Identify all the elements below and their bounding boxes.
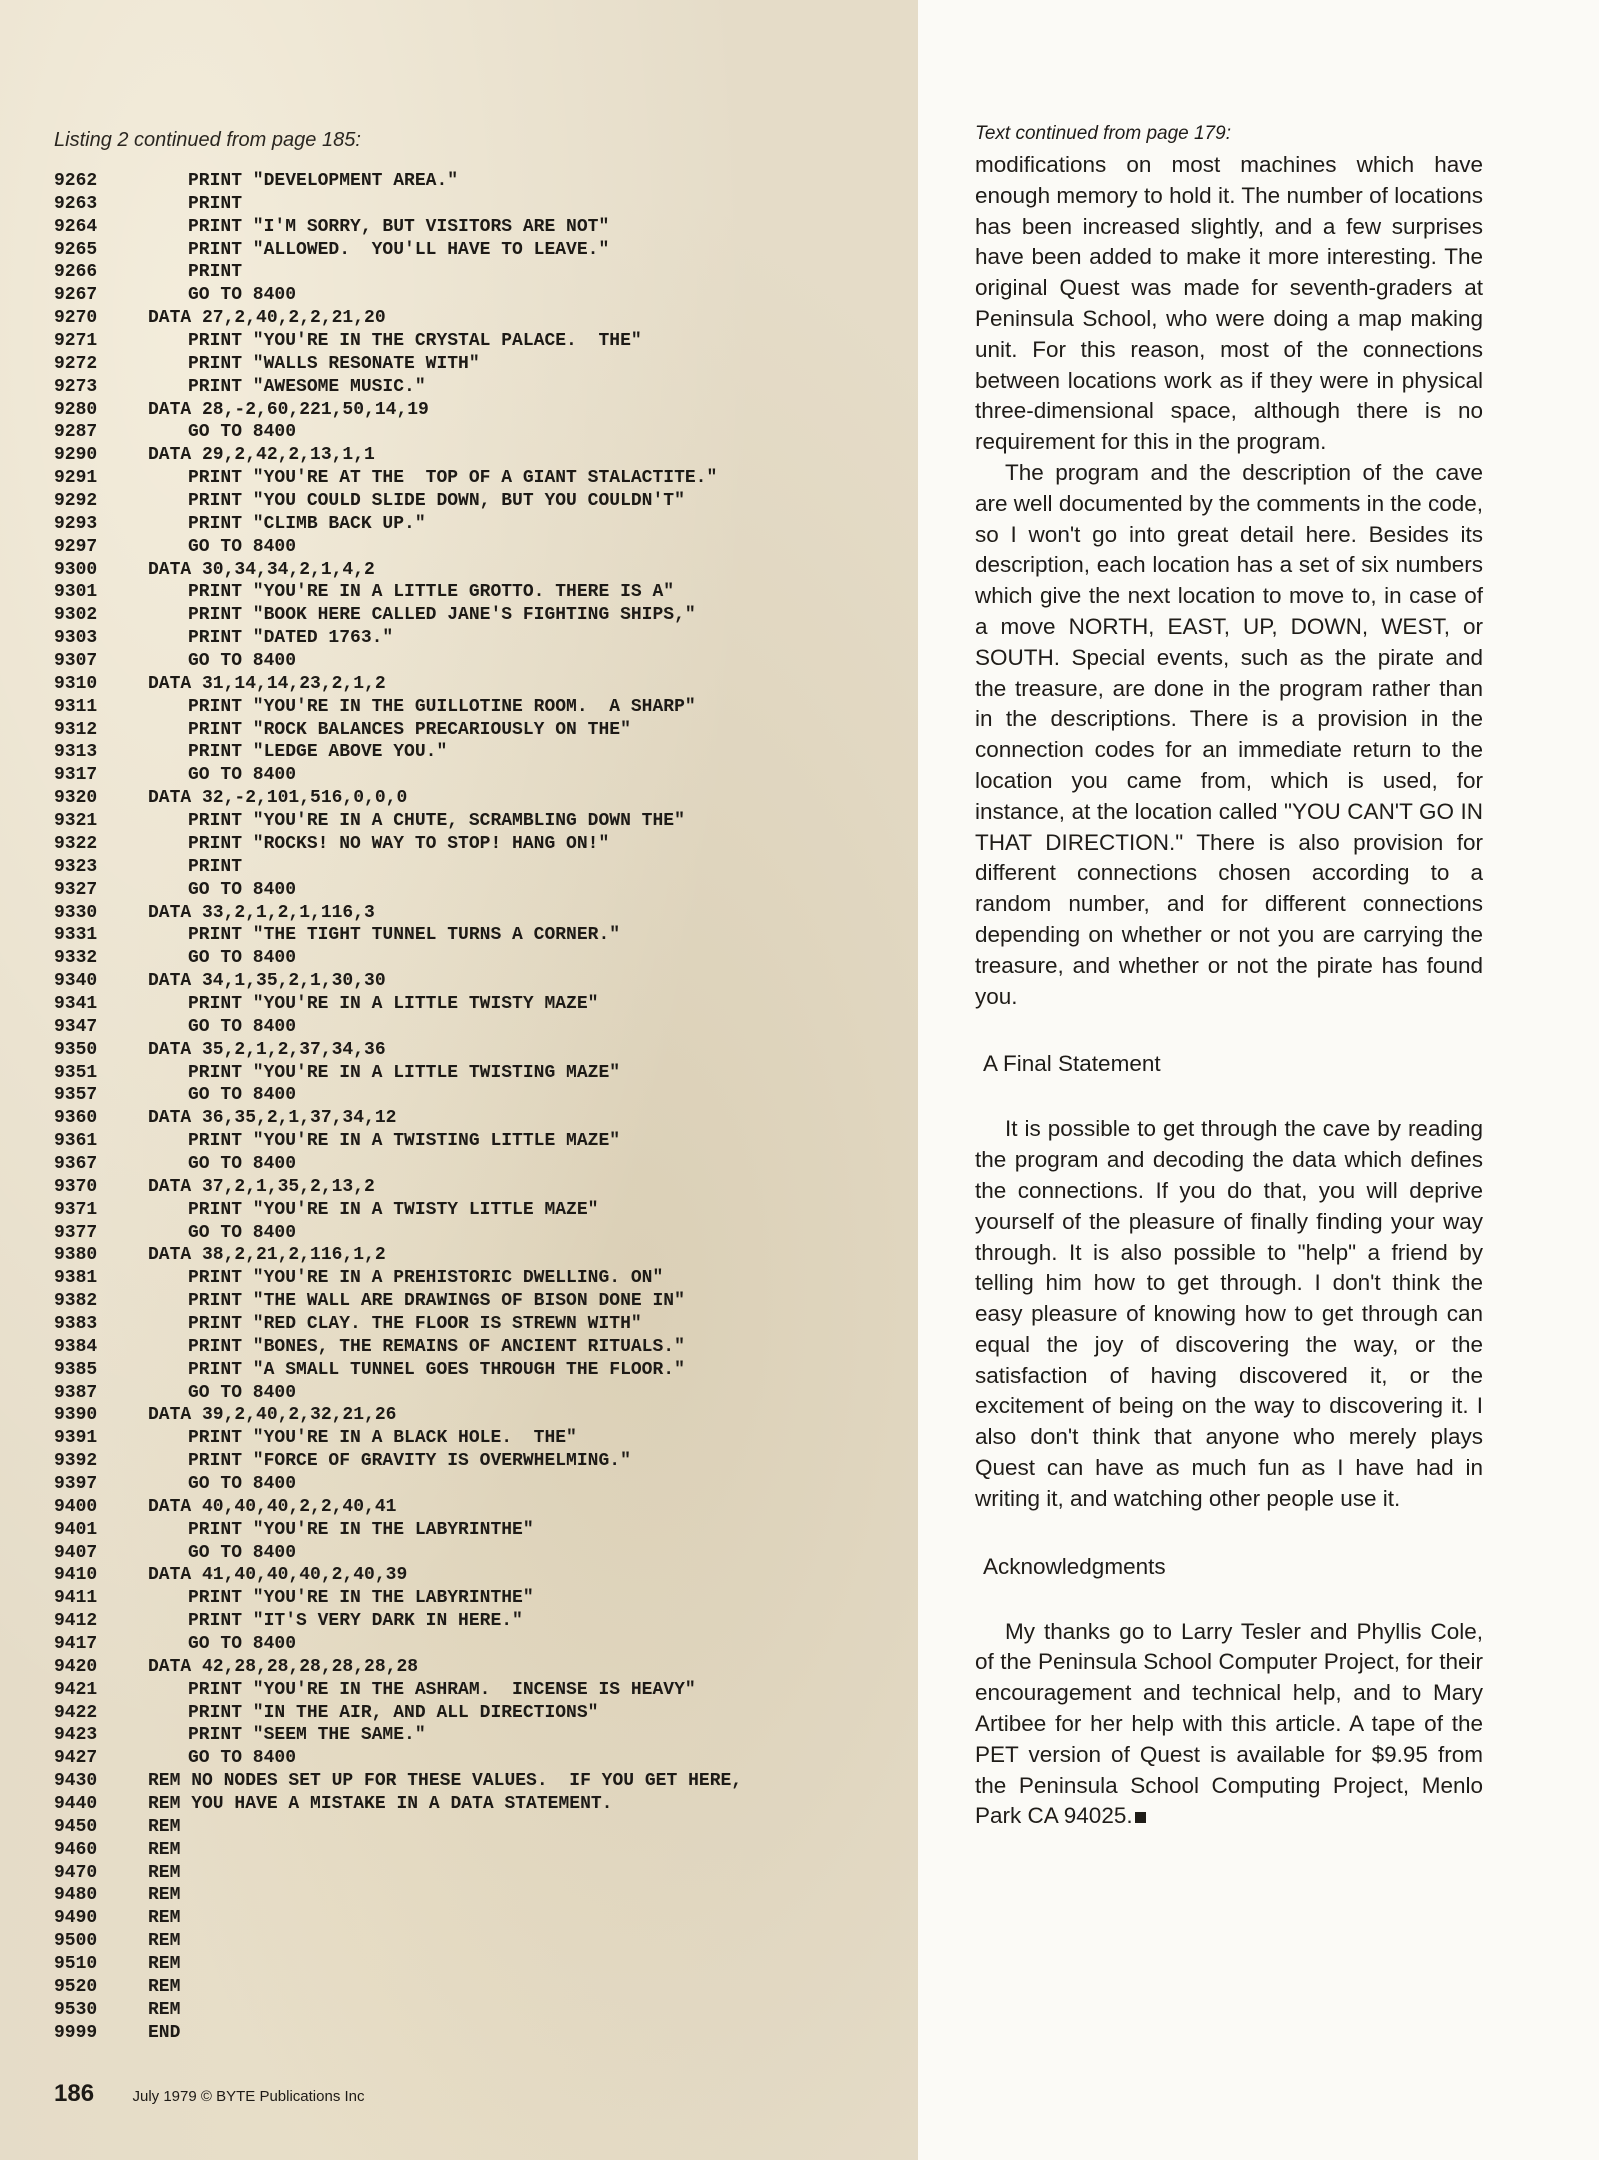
line-number: 9400: [54, 1496, 98, 1517]
code-statement: DATA 38,2,21,2,116,1,2: [148, 1245, 386, 1266]
code-statement: PRINT "ALLOWED. YOU'LL HAVE TO LEAVE.": [188, 239, 610, 260]
line-number: 9384: [54, 1336, 98, 1357]
continued-caption: Text continued from page 179:: [975, 123, 1231, 144]
code-line: [54, 1039, 742, 1062]
code-line: [54, 490, 742, 513]
code-line: [54, 1084, 742, 1107]
line-number: 9317: [54, 765, 98, 786]
code-line: [54, 307, 742, 330]
code-statement: END: [148, 2022, 181, 2043]
code-statement: REM NO NODES SET UP FOR THESE VALUES. IF YOU GET HERE,: [148, 1771, 743, 1792]
code-line: [54, 1130, 742, 1153]
code-statement: PRINT "BOOK HERE CALLED JANE'S FIGHTING SHIPS,": [188, 605, 696, 626]
line-number: 9320: [54, 788, 98, 809]
code-line: [54, 1473, 742, 1496]
code-line: [54, 1359, 742, 1382]
code-line: [54, 810, 742, 833]
code-line: [54, 1244, 742, 1267]
code-line: [54, 513, 742, 536]
code-line: [54, 833, 742, 856]
code-statement: PRINT "IN THE AIR, AND ALL DIRECTIONS": [188, 1702, 599, 1723]
code-line: [54, 1382, 742, 1405]
code-statement: GO TO 8400: [188, 651, 297, 672]
code-statement: DATA 39,2,40,2,32,21,26: [148, 1405, 397, 1426]
line-number: 9300: [54, 559, 98, 580]
code-statement: PRINT "BONES, THE REMAINS OF ANCIENT RITUALS.": [188, 1336, 685, 1357]
code-statement: REM: [148, 1839, 181, 1860]
code-statement: PRINT "FORCE OF GRAVITY IS OVERWHELMING.": [188, 1451, 631, 1472]
line-number: 9291: [54, 468, 98, 489]
code-line: [54, 924, 742, 947]
code-line: [54, 947, 742, 970]
code-statement: PRINT "LEDGE ABOVE YOU.": [188, 742, 448, 763]
line-number: 9332: [54, 948, 98, 969]
code-line: [54, 261, 742, 284]
code-statement: PRINT "YOU'RE AT THE TOP OF A GIANT STALACTITE.": [188, 468, 718, 489]
acknowledgment-text: My thanks go to Larry Tesler and Phyllis Cole, of the Peninsula School Computer Project, for their encouragement and technical help, and to Mary Artibee for her help with this article. A tape of the PET version of Quest is available for $9.95 from the Peninsula School Computing Project, Menlo Park CA 94025.: [975, 1618, 1483, 1829]
code-statement: PRINT "ROCKS! NO WAY TO STOP! HANG ON!": [188, 833, 610, 854]
line-number: 9490: [54, 1908, 98, 1929]
code-line: [54, 1496, 742, 1519]
code-line: [54, 1062, 742, 1085]
code-statement: PRINT "AWESOME MUSIC.": [188, 376, 426, 397]
code-line: [54, 193, 742, 216]
code-statement: PRINT "WALLS RESONATE WITH": [188, 353, 480, 374]
line-number: 9420: [54, 1656, 98, 1677]
article-paragraph: It is possible to get through the cave by reading the program and decoding the data which defines the connections. If you do that, you will deprive yourself of the pleasure of finally finding your way through. It is also possible to "help" a friend by telling him how to get through. I don't think the easy pleasure of knowing how to get through can equal the joy of discovering the way, or the satisfaction of having discovered it, or the excitement of being on the way to discovering it. I also don't think that anyone who merely plays Quest can have as much fun as I have had in writing it, and watching other people use it.: [975, 1116, 1483, 1511]
code-line: [54, 1702, 742, 1725]
code-line: [54, 764, 742, 787]
line-number: 9302: [54, 605, 98, 626]
line-number: 9262: [54, 171, 98, 191]
line-number: 9361: [54, 1131, 98, 1152]
line-number: 9303: [54, 628, 98, 649]
article-paragraph: [975, 1617, 1483, 1833]
line-number: 9347: [54, 1016, 98, 1037]
article-paragraph: modifications on most machines which have enough memory to hold it. The number of locations has been increased slightly, and a few surprises have been added to make it more interesting. The original Quest was made for seventh-graders at Peninsula School, who were doing a map making unit. For this reason, most of the connections between locations work as if they were in physical three-dimensional space, although there is no requirement for this in the program.: [975, 152, 1483, 455]
line-number: 9287: [54, 422, 98, 443]
code-line: [54, 1564, 742, 1587]
code-line: [54, 1587, 742, 1610]
code-line: [54, 421, 742, 444]
code-statement: GO TO 8400: [188, 1016, 297, 1037]
footer-credit: July 1979 © BYTE Publications Inc: [132, 2088, 365, 2105]
code-line: [54, 284, 742, 307]
line-number: 9280: [54, 399, 98, 420]
code-line: [54, 1313, 742, 1336]
code-statement: PRINT "IT'S VERY DARK IN HERE.": [188, 1611, 523, 1632]
code-line: [54, 1404, 742, 1427]
code-statement: GO TO 8400: [188, 1634, 297, 1654]
line-number: 9322: [54, 833, 98, 854]
code-line: [54, 1107, 742, 1130]
line-number: 9411: [54, 1588, 98, 1609]
code-statement: PRINT "YOU'RE IN THE GUILLOTINE ROOM. A SHARP": [188, 696, 696, 717]
code-statement: GO TO 8400: [188, 765, 297, 786]
code-line: [54, 330, 742, 353]
code-line: [54, 1816, 742, 1839]
code-line: [54, 604, 742, 627]
line-number: 9460: [54, 1839, 98, 1860]
line-number: 9292: [54, 491, 98, 512]
code-line: [54, 1199, 742, 1222]
code-line: [54, 1290, 742, 1313]
code-statement: REM: [148, 1862, 181, 1883]
line-number: 9265: [54, 239, 98, 260]
code-statement: PRINT "YOU'RE IN A LITTLE GROTTO. THERE IS A": [188, 582, 675, 603]
code-statement: PRINT "YOU'RE IN A TWISTY LITTLE MAZE": [188, 1199, 599, 1220]
line-number: 9301: [54, 582, 98, 603]
code-line: [54, 970, 742, 993]
line-number: 9330: [54, 902, 98, 923]
code-line: [54, 1267, 742, 1290]
code-statement: PRINT "YOU'RE IN A TWISTING LITTLE MAZE": [188, 1131, 621, 1152]
code-statement: PRINT "SEEM THE SAME.": [188, 1725, 426, 1746]
code-statement: DATA 31,14,14,23,2,1,2: [148, 673, 386, 694]
code-statement: GO TO 8400: [188, 1222, 297, 1243]
line-number: 9357: [54, 1085, 98, 1106]
line-number: 9293: [54, 513, 98, 534]
line-number: 9321: [54, 811, 98, 832]
page-number: 186: [54, 2080, 95, 2107]
code-statement: GO TO 8400: [188, 948, 297, 969]
code-statement: REM: [148, 1931, 181, 1952]
code-statement: DATA 29,2,42,2,13,1,1: [148, 445, 375, 466]
code-statement: DATA 34,1,35,2,1,30,30: [148, 971, 386, 992]
line-number: 9423: [54, 1725, 98, 1746]
code-statement: DATA 42,28,28,28,28,28,28: [148, 1656, 419, 1677]
line-number: 9412: [54, 1611, 98, 1632]
code-statement: GO TO 8400: [188, 1473, 297, 1494]
section-heading-final-statement: A Final Statement: [983, 1051, 1161, 1077]
code-line: [54, 719, 742, 742]
line-number: 9271: [54, 331, 98, 352]
line-number: 9380: [54, 1245, 98, 1266]
code-statement: DATA 30,34,34,2,1,4,2: [148, 559, 375, 580]
line-number: 9390: [54, 1405, 98, 1426]
article-column: [975, 122, 1483, 1832]
code-line: [54, 1542, 742, 1565]
code-line: [54, 376, 742, 399]
line-number: 9520: [54, 1976, 98, 1997]
code-statement: REM: [148, 1954, 181, 1975]
code-statement: DATA 40,40,40,2,2,40,41: [148, 1496, 397, 1517]
code-line: [54, 1930, 742, 1953]
code-line: [54, 559, 742, 582]
code-line: [54, 1176, 742, 1199]
line-number: 9407: [54, 1542, 98, 1563]
code-line: [54, 1336, 742, 1359]
code-line: [54, 1222, 742, 1245]
code-line: [54, 1793, 742, 1816]
code-line: [54, 1862, 742, 1885]
code-line: [54, 536, 742, 559]
line-number: 9421: [54, 1679, 98, 1700]
line-number: 9382: [54, 1291, 98, 1312]
code-statement: PRINT "YOU'RE IN A CHUTE, SCRAMBLING DOWN THE": [188, 811, 685, 832]
line-number: 9331: [54, 925, 98, 946]
code-statement: DATA 36,35,2,1,37,34,12: [148, 1108, 397, 1129]
code-statement: PRINT "DEVELOPMENT AREA.": [188, 171, 459, 191]
code-statement: DATA 35,2,1,2,37,34,36: [148, 1039, 386, 1060]
code-line: [54, 170, 742, 193]
code-statement: DATA 27,2,40,2,2,21,20: [148, 308, 386, 329]
line-number: 9401: [54, 1519, 98, 1540]
code-line: [54, 353, 742, 376]
code-statement: PRINT "YOU'RE IN THE CRYSTAL PALACE. THE": [188, 331, 642, 352]
line-number: 9377: [54, 1222, 98, 1243]
code-statement: PRINT "THE TIGHT TUNNEL TURNS A CORNER.": [188, 925, 621, 946]
line-number: 9313: [54, 742, 98, 763]
code-statement: PRINT "YOU'RE IN A PREHISTORIC DWELLING. ON": [188, 1268, 664, 1289]
line-number: 9341: [54, 993, 98, 1014]
code-statement: GO TO 8400: [188, 879, 297, 900]
code-line: [54, 1153, 742, 1176]
line-number: 9270: [54, 308, 98, 329]
code-statement: REM: [148, 1908, 181, 1929]
code-line: [54, 902, 742, 925]
line-number: 9530: [54, 1999, 98, 2020]
line-number: 9310: [54, 673, 98, 694]
line-number: 9263: [54, 193, 98, 214]
code-statement: DATA 28,-2,60,221,50,14,19: [148, 399, 429, 420]
code-statement: REM: [148, 1816, 181, 1837]
code-line: [54, 1724, 742, 1747]
line-number: 9327: [54, 879, 98, 900]
code-line: [54, 239, 742, 262]
code-statement: DATA 33,2,1,2,1,116,3: [148, 902, 375, 923]
code-line: [54, 1610, 742, 1633]
code-statement: PRINT: [188, 262, 243, 283]
line-number: 9500: [54, 1931, 98, 1952]
code-statement: PRINT "YOU'RE IN THE ASHRAM. INCENSE IS HEAVY": [188, 1679, 696, 1700]
code-line: [54, 741, 742, 764]
article-paragraph: The program and the description of the cave are well documented by the comments in the code, so I won't go into great detail here. Besides its description, each location has a set of six numbers which give the next location to move to, in case of a move NORTH, EAST, UP, DOWN, WEST, or SOUTH. Special events, such as the pirate and the treasure, are done in the program rather than in the descriptions. There is a provision in the connection codes for an immediate return to the location you came from, which is used, for instance, at the location called "YOU CAN'T GO IN THAT DIRECTION." There is also provision for different connections chosen according to a random number, and for different connections depending on whether or not you are carrying the treasure, and whether or not the pirate has found you.: [975, 459, 1483, 1009]
line-number: 9311: [54, 696, 98, 717]
code-statement: PRINT "DATED 1763.": [188, 628, 394, 649]
line-number: 9323: [54, 856, 98, 877]
line-number: 9430: [54, 1771, 98, 1792]
code-line: [54, 627, 742, 650]
end-of-article-mark: [1135, 1812, 1146, 1823]
code-line: [54, 673, 742, 696]
code-statement: GO TO 8400: [188, 422, 297, 443]
code-line: [54, 1884, 742, 1907]
code-line: [54, 1450, 742, 1473]
line-number: 9440: [54, 1794, 98, 1815]
line-number: 9266: [54, 262, 98, 283]
code-statement: PRINT: [188, 193, 243, 214]
code-statement: PRINT "YOU'RE IN A BLACK HOLE. THE": [188, 1428, 577, 1449]
code-line: [54, 216, 742, 239]
line-number: 9383: [54, 1313, 98, 1334]
line-number: 9381: [54, 1268, 98, 1289]
line-number: 9387: [54, 1382, 98, 1403]
code-statement: GO TO 8400: [188, 536, 297, 557]
code-statement: PRINT "YOU'RE IN A LITTLE TWISTING MAZE": [188, 1062, 621, 1083]
line-number: 9340: [54, 971, 98, 992]
code-line: [54, 993, 742, 1016]
line-number: 9297: [54, 536, 98, 557]
line-number: 9290: [54, 445, 98, 466]
code-line: [54, 1679, 742, 1702]
line-number: 9370: [54, 1176, 98, 1197]
line-number: 9397: [54, 1473, 98, 1494]
line-number: 9450: [54, 1816, 98, 1837]
line-number: 9417: [54, 1634, 98, 1654]
line-number: 9367: [54, 1153, 98, 1174]
code-statement: GO TO 8400: [188, 1748, 297, 1769]
code-statement: PRINT "YOU'RE IN THE LABYRINTHE": [188, 1519, 534, 1540]
line-number: 9312: [54, 719, 98, 740]
code-statement: REM YOU HAVE A MISTAKE IN A DATA STATEMENT.: [148, 1794, 613, 1815]
code-statement: PRINT "CLIMB BACK UP.": [188, 513, 426, 534]
code-line: [54, 1016, 742, 1039]
code-statement: GO TO 8400: [188, 1085, 297, 1106]
code-statement: PRINT: [188, 856, 243, 877]
line-number: 9392: [54, 1451, 98, 1472]
line-number: 9307: [54, 651, 98, 672]
line-number: 9470: [54, 1862, 98, 1883]
code-line: [54, 1999, 742, 2022]
code-line: [54, 1747, 742, 1770]
code-line: [54, 2022, 742, 2045]
line-number: 9391: [54, 1428, 98, 1449]
code-line: [54, 1770, 742, 1793]
listing-caption: Listing 2 continued from page 185:: [54, 129, 361, 151]
code-statement: PRINT "THE WALL ARE DRAWINGS OF BISON DONE IN": [188, 1291, 685, 1312]
code-line: [54, 1839, 742, 1862]
code-line: [54, 856, 742, 879]
line-number: 9350: [54, 1039, 98, 1060]
code-statement: PRINT "ROCK BALANCES PRECARIOUSLY ON THE": [188, 719, 631, 740]
line-number: 9371: [54, 1199, 98, 1220]
code-statement: DATA 41,40,40,40,2,40,39: [148, 1565, 408, 1586]
line-number: 9999: [54, 2022, 98, 2043]
code-line: [54, 444, 742, 467]
code-statement: PRINT "YOU'RE IN THE LABYRINTHE": [188, 1588, 534, 1609]
section-heading-acknowledgments: Acknowledgments: [983, 1553, 1166, 1579]
code-line: [54, 696, 742, 719]
code-statement: DATA 32,-2,101,516,0,0,0: [148, 788, 408, 809]
code-statement: REM: [148, 1999, 181, 2020]
page-footer: [54, 2080, 365, 2108]
code-statement: GO TO 8400: [188, 1542, 297, 1563]
code-statement: PRINT "YOU COULD SLIDE DOWN, BUT YOU COULDN'T": [188, 491, 685, 512]
code-statement: PRINT "RED CLAY. THE FLOOR IS STREWN WITH": [188, 1313, 642, 1334]
line-number: 9410: [54, 1565, 98, 1586]
line-number: 9385: [54, 1359, 98, 1380]
line-number: 9360: [54, 1108, 98, 1129]
line-number: 9427: [54, 1748, 98, 1769]
code-statement: REM: [148, 1976, 181, 1997]
line-number: 9510: [54, 1954, 98, 1975]
code-statement: DATA 37,2,1,35,2,13,2: [148, 1176, 375, 1197]
code-line: [54, 467, 742, 490]
code-line: [54, 1976, 742, 1999]
code-line: [54, 399, 742, 422]
code-listing: [54, 170, 742, 2044]
code-statement: REM: [148, 1885, 181, 1906]
line-number: 9273: [54, 376, 98, 397]
code-statement: PRINT "YOU'RE IN A LITTLE TWISTY MAZE": [188, 993, 599, 1014]
code-line: [54, 1907, 742, 1930]
line-number: 9480: [54, 1885, 98, 1906]
code-line: [54, 1519, 742, 1542]
code-line: [54, 1656, 742, 1679]
code-line: [54, 581, 742, 604]
code-line: [54, 1953, 742, 1976]
code-statement: GO TO 8400: [188, 285, 297, 306]
line-number: 9422: [54, 1702, 98, 1723]
line-number: 9351: [54, 1062, 98, 1083]
code-statement: PRINT "I'M SORRY, BUT VISITORS ARE NOT": [188, 216, 610, 237]
code-line: [54, 1633, 742, 1656]
code-line: [54, 650, 742, 673]
line-number: 9267: [54, 285, 98, 306]
code-statement: PRINT "A SMALL TUNNEL GOES THROUGH THE FLOOR.": [188, 1359, 685, 1380]
code-statement: GO TO 8400: [188, 1382, 297, 1403]
code-line: [54, 879, 742, 902]
code-statement: GO TO 8400: [188, 1153, 297, 1174]
line-number: 9264: [54, 216, 98, 237]
line-number: 9272: [54, 353, 98, 374]
code-line: [54, 787, 742, 810]
code-line: [54, 1427, 742, 1450]
